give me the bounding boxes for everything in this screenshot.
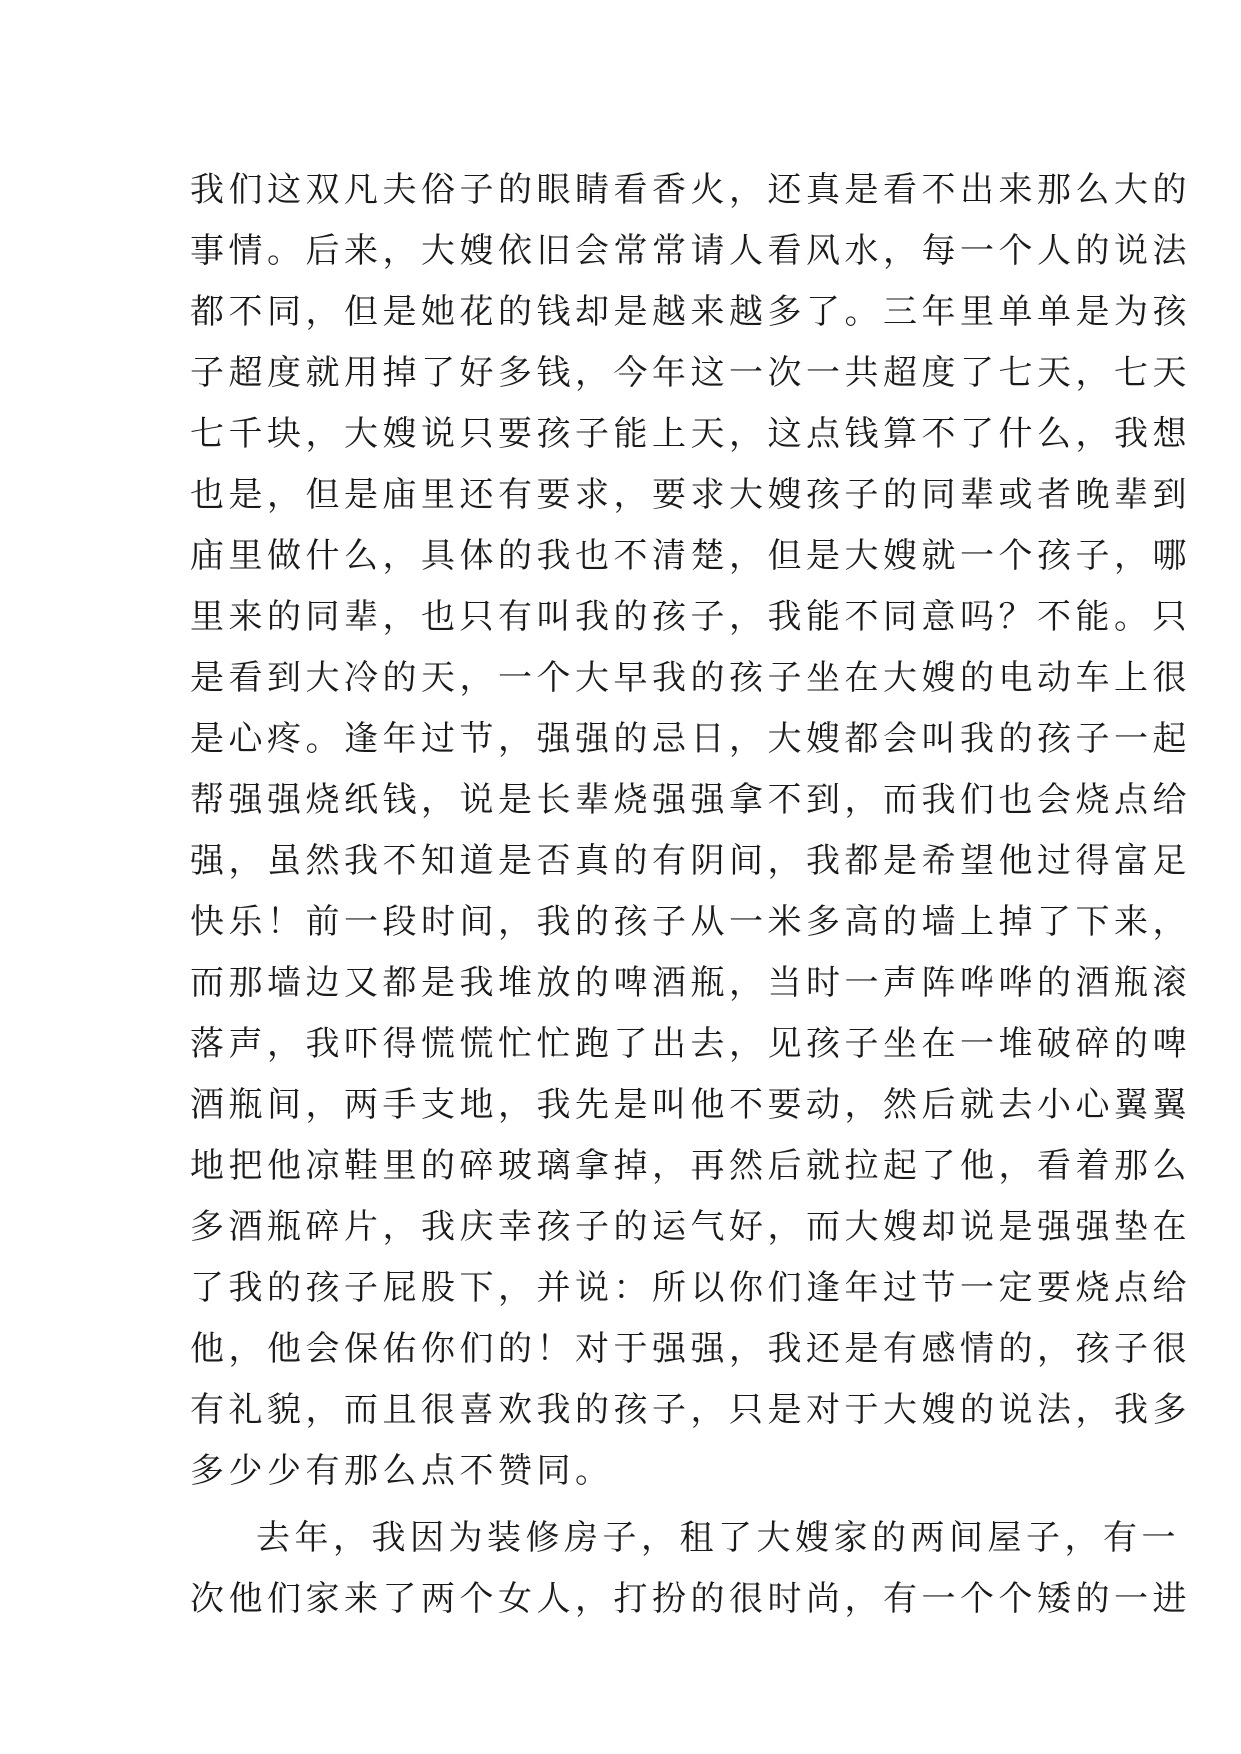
- text-line: 地把他凉鞋里的碎玻璃拿掉，再然后就拉起了他，看着那么: [190, 1146, 1191, 1186]
- text-line: 有礼貌，而且很喜欢我的孩子，只是对于大嫂的说法，我多: [190, 1390, 1191, 1430]
- text-line: 次他们家来了两个女人，打扮的很时尚，有一个个矮的一进: [190, 1579, 1191, 1619]
- text-line: 了我的孩子屁股下，并说：所以你们逢年过节一定要烧点给: [190, 1268, 1191, 1308]
- text-line: 落声，我吓得慌慌忙忙跑了出去，见孩子坐在一堆破碎的啤: [190, 1024, 1191, 1064]
- text-line: 七千块，大嫂说只要孩子能上天，这点钱算不了什么，我想: [190, 414, 1191, 454]
- text-line: 也是，但是庙里还有要求，要求大嫂孩子的同辈或者晚辈到: [190, 475, 1191, 515]
- text-line: 他，他会保佑你们的！对于强强，我还是有感情的，孩子很: [190, 1329, 1191, 1369]
- body-text: [190, 160, 1191, 1630]
- paragraph-start-line: 去年，我因为装修房子，租了大嫂家的两间屋子，有一: [256, 1518, 1180, 1558]
- text-line: 事情。后来，大嫂依旧会常常请人看风水，每一个人的说法: [190, 231, 1191, 271]
- text-line: 我们这双凡夫俗子的眼睛看香火，还真是看不出来那么大的: [190, 170, 1191, 210]
- text-line: 都不同，但是她花的钱却是越来越多了。三年里单单是为孩: [190, 292, 1191, 332]
- text-line: 是心疼。逢年过节，强强的忌日，大嫂都会叫我的孩子一起: [190, 719, 1191, 759]
- text-line: 是看到大冷的天，一个大早我的孩子坐在大嫂的电动车上很: [190, 658, 1191, 698]
- text-line: 酒瓶间，两手支地，我先是叫他不要动，然后就去小心翼翼: [190, 1085, 1191, 1125]
- text-line: 而那墙边又都是我堆放的啤酒瓶，当时一声阵哗哗的酒瓶滚: [190, 963, 1191, 1003]
- text-line: 多少少有那么点不赞同。: [190, 1451, 614, 1491]
- text-line: 庙里做什么，具体的我也不清楚，但是大嫂就一个孩子，哪: [190, 536, 1191, 576]
- text-line: 快乐！前一段时间，我的孩子从一米多高的墙上掉了下来，: [190, 902, 1191, 942]
- text-line: 子超度就用掉了好多钱，今年这一次一共超度了七天，七天: [190, 353, 1191, 393]
- text-line: 多酒瓶碎片，我庆幸孩子的运气好，而大嫂却说是强强垫在: [190, 1207, 1191, 1247]
- text-line: 强，虽然我不知道是否真的有阴间，我都是希望他过得富足: [190, 841, 1191, 881]
- text-line: 帮强强烧纸钱，说是长辈烧强强拿不到，而我们也会烧点给: [190, 780, 1191, 820]
- text-line: 里来的同辈，也只有叫我的孩子，我能不同意吗？不能。只: [190, 597, 1191, 637]
